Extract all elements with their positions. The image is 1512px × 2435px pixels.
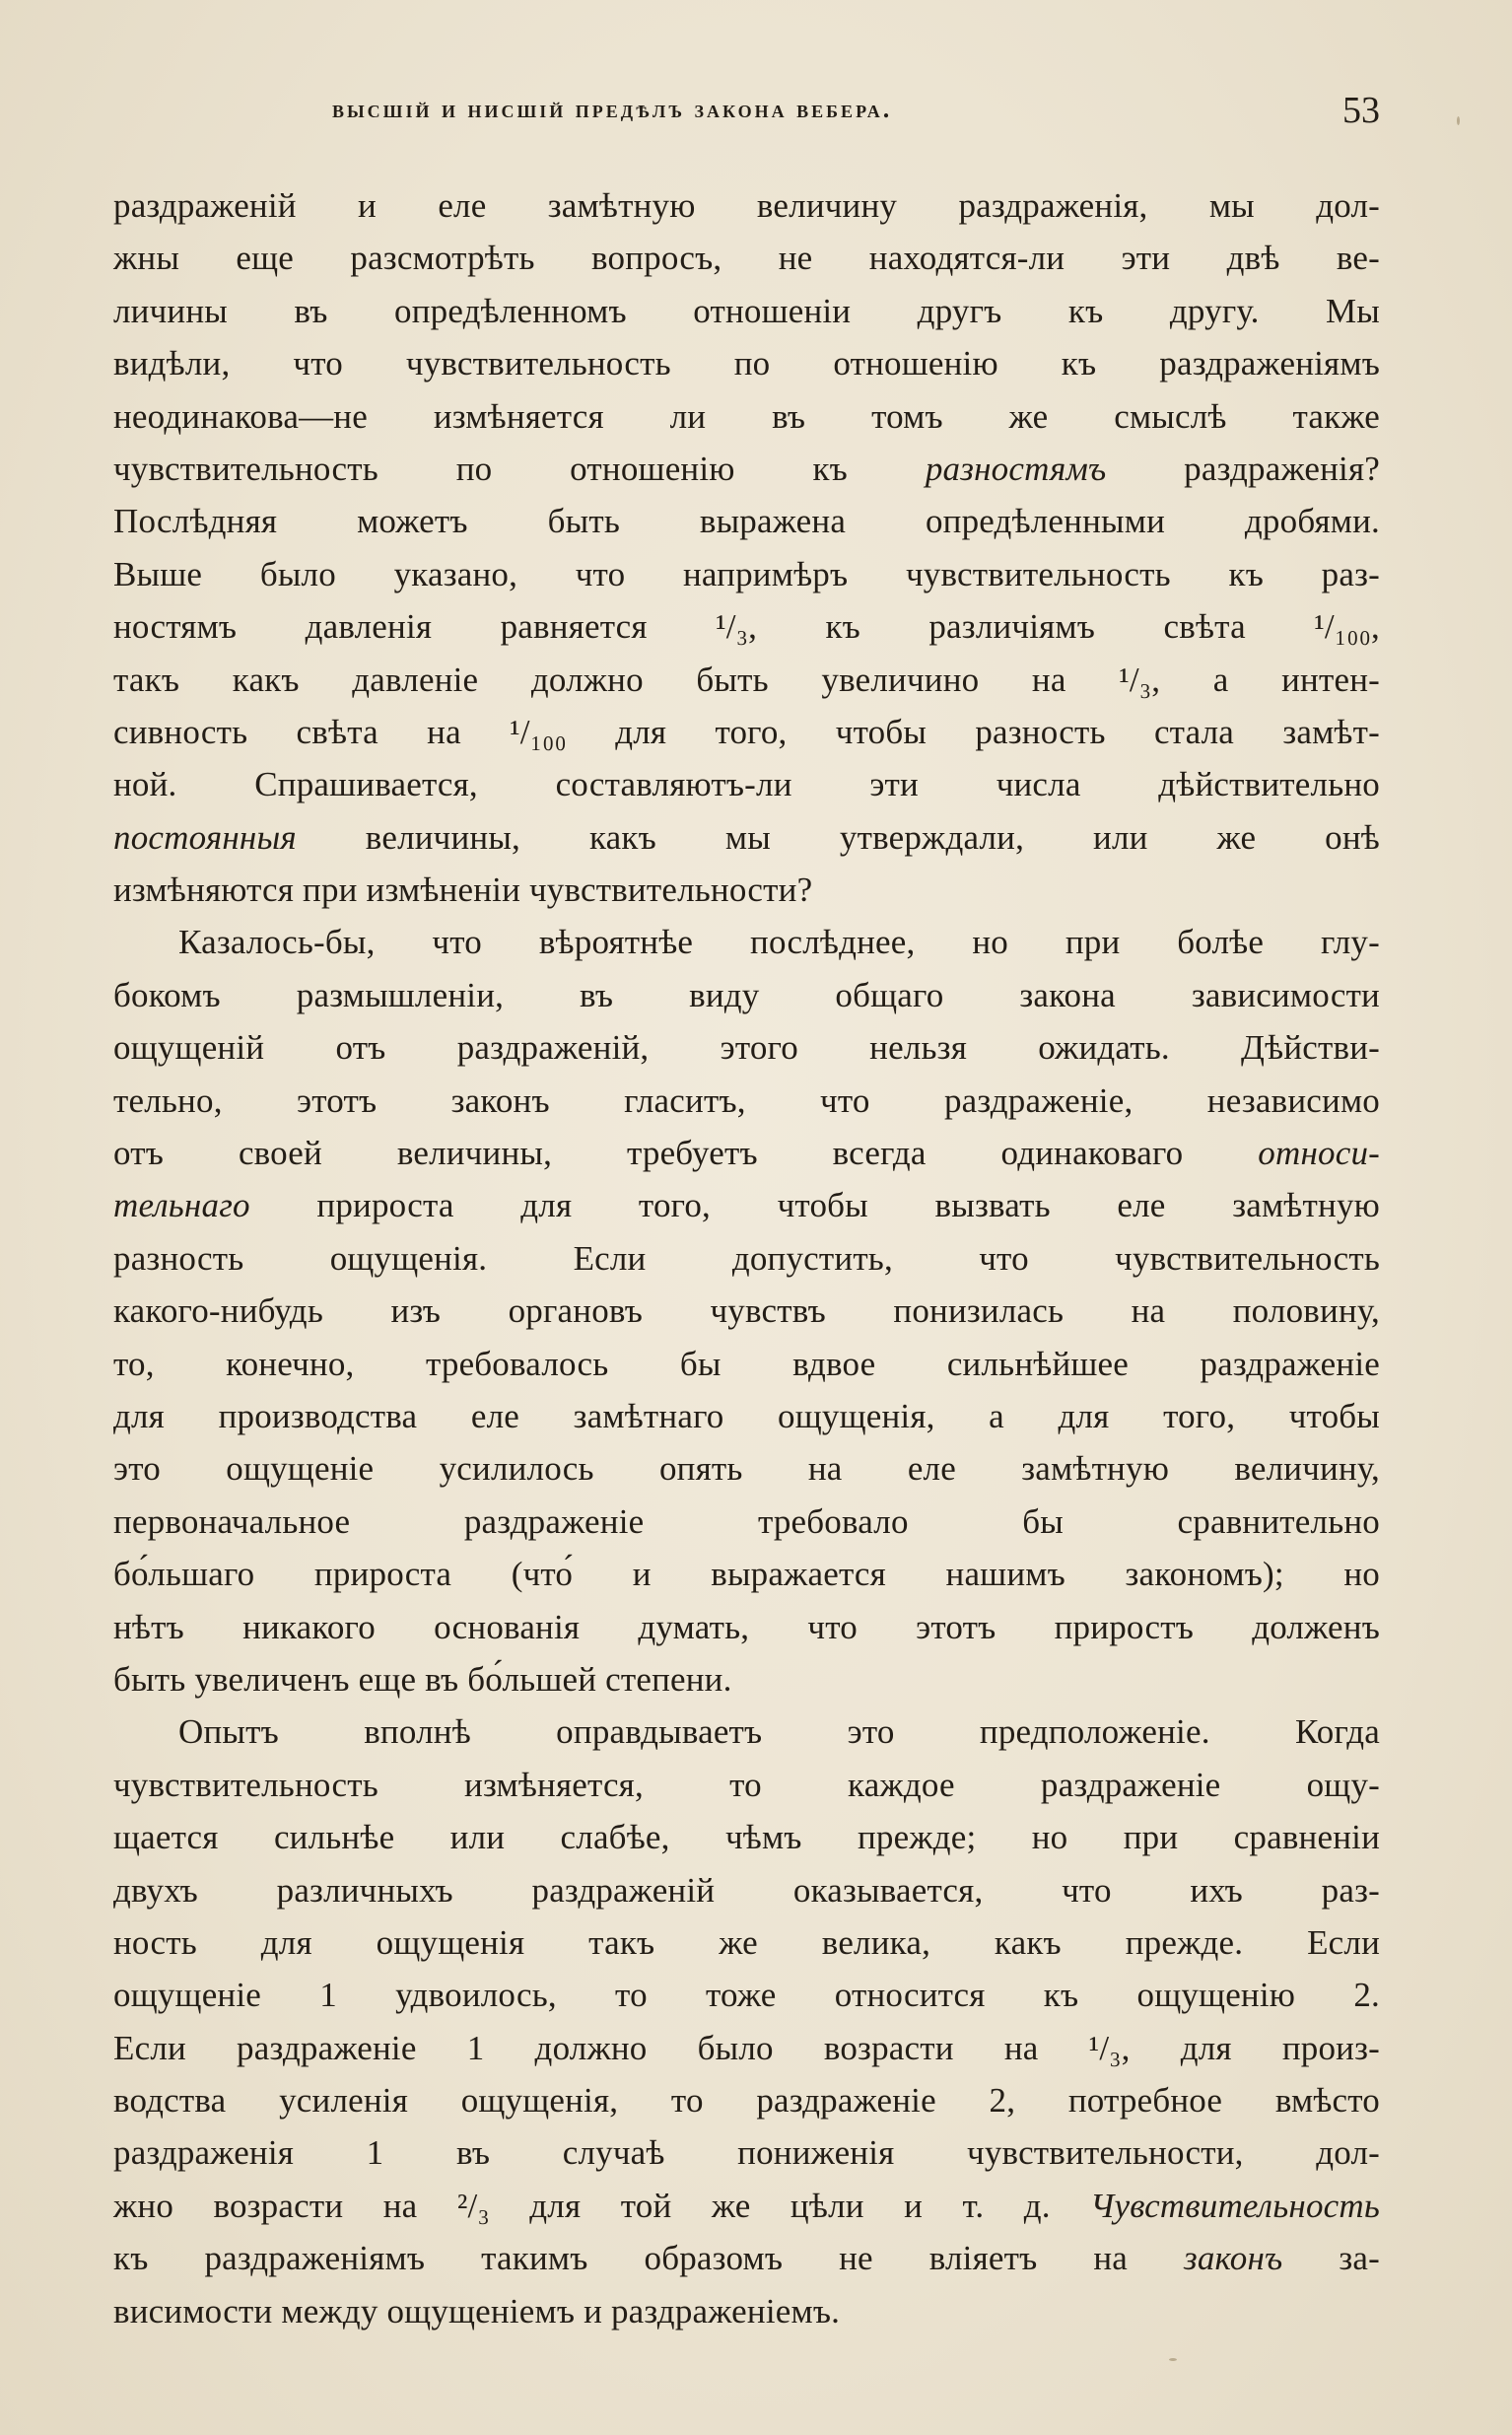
text-line (113, 969, 1380, 1021)
text-segment: разность ощущенія. Если допустить, что чувствительность (113, 1238, 1380, 1278)
text-segment: Выше было указано, что напримѣръ чувствительность къ раз- (113, 554, 1380, 593)
text-line (113, 1916, 1380, 1969)
text-line (113, 864, 1380, 916)
text-segment: ность для ощущенія такъ же велика, какъ прежде. Если (113, 1922, 1380, 1962)
text-line (113, 1601, 1380, 1653)
text-segment: измѣняются при измѣненіи чувствительности? (113, 870, 813, 910)
text-segment: видѣли, что чувствительность по отношенію къ раздраженіямъ (113, 344, 1380, 383)
paragraph (113, 1705, 1380, 2337)
text-segment: чувствительность измѣняется, то каждое раздраженіе ощу- (113, 1765, 1380, 1804)
text-segment: Казалось-бы, что вѣроятнѣе послѣднее, но при болѣе глу- (178, 923, 1380, 962)
text-segment: жно возрасти на ²/₃ для той же цѣли и т. д. (113, 2186, 1091, 2225)
text-line (113, 1811, 1380, 1863)
text-segment: двухъ различныхъ раздраженій оказывается, что ихъ раз- (113, 1870, 1380, 1910)
text-line (113, 337, 1380, 389)
running-title: высшій и нисшій предѣлъ закона вебера. (332, 95, 893, 123)
text-line (113, 1864, 1380, 1916)
text-line (113, 443, 1380, 495)
text-segment: величины, какъ мы утверждали, или же онѣ (296, 817, 1380, 857)
paragraph (113, 916, 1380, 1705)
text-line (113, 706, 1380, 758)
text-segment: личины въ опредѣленномъ отношеніи другъ къ другу. Мы (113, 291, 1380, 330)
text-line (113, 600, 1380, 653)
emphasized-text: разностямъ (925, 449, 1107, 488)
text-segment: Послѣдняя можетъ быть выражена опредѣленными дробями. (113, 502, 1380, 541)
text-segment: Если раздраженіе 1 должно было возрасти на ¹/₃, для произ- (113, 2028, 1380, 2067)
text-segment: раздраженія 1 въ случаѣ пониженія чувствительности, дол- (113, 2133, 1380, 2173)
body-text (113, 179, 1380, 2337)
text-line (113, 1127, 1380, 1179)
text-segment: то, конечно, требовалось бы вдвое сильнѣйшее раздраженіе (113, 1344, 1380, 1383)
text-line (113, 2285, 1380, 2337)
text-segment: Опытъ вполнѣ оправдываетъ это предположеніе. Когда (178, 1712, 1380, 1752)
emphasized-text: Чувствительность (1090, 2186, 1380, 2225)
text-segment: такъ какъ давленіе должно быть увеличино на ¹/₃, а интен- (113, 660, 1380, 699)
text-line (113, 1496, 1380, 1548)
text-line (113, 916, 1380, 968)
text-line (113, 811, 1380, 864)
text-segment: какого-нибудь изъ органовъ чувствъ понизилась на половину, (113, 1291, 1380, 1331)
text-segment: прироста для того, чтобы вызвать еле замѣтную (249, 1186, 1380, 1225)
emphasized-text: постоянныя (113, 817, 297, 857)
text-segment: ной. Спрашивается, составляютъ-ли эти числа дѣйствительно (113, 765, 1380, 804)
text-segment: за- (1282, 2239, 1380, 2278)
text-line (113, 548, 1380, 600)
text-segment: тельно, этотъ законъ гласитъ, что раздраженіе, независимо (113, 1080, 1380, 1120)
text-line (113, 232, 1380, 284)
text-segment: ностямъ давленія равняется ¹/₃, къ различіямъ свѣта ¹/₁₀₀, (113, 607, 1380, 647)
text-line (113, 2232, 1380, 2284)
text-line (113, 1179, 1380, 1231)
text-line (113, 285, 1380, 337)
text-line (113, 2074, 1380, 2126)
text-line (113, 1705, 1380, 1758)
text-line (113, 758, 1380, 810)
emphasized-text: относи- (1258, 1134, 1380, 1173)
text-line (113, 1075, 1380, 1127)
emphasized-text: тельнаго (113, 1186, 250, 1225)
text-segment: сивность свѣта на ¹/₁₀₀ для того, чтобы разность стала замѣт- (113, 712, 1380, 751)
text-line (113, 1548, 1380, 1600)
text-line (113, 2022, 1380, 2074)
text-segment: чувствительность по отношенію къ (113, 449, 926, 488)
text-segment: бо́льшаго прироста (что́ и выражается нашимъ закономъ); но (113, 1555, 1380, 1594)
text-segment: ощущеній отъ раздраженій, этого нельзя ожидать. Дѣйстви- (113, 1028, 1380, 1068)
page-number: 53 (1342, 90, 1380, 131)
text-line (113, 1759, 1380, 1811)
text-segment: раздраженія? (1106, 449, 1380, 488)
text-segment: первоначальное раздраженіе требовало бы сравнительно (113, 1501, 1380, 1541)
text-segment: водства усиленія ощущенія, то раздраженіе 2, потребное вмѣсто (113, 2081, 1380, 2121)
page-header (113, 89, 1380, 138)
text-line (113, 179, 1380, 232)
text-segment: отъ своей величины, требуетъ всегда одинаковаго (113, 1134, 1259, 1173)
text-line (113, 1338, 1380, 1390)
text-line (113, 1390, 1380, 1442)
text-line (113, 495, 1380, 547)
text-line (113, 1021, 1380, 1074)
text-segment: бокомъ размышленіи, въ виду общаго закона зависимости (113, 975, 1380, 1014)
paper-speck (1457, 116, 1460, 125)
text-segment: быть увеличенъ еще въ бо́льшей степени. (113, 1659, 732, 1699)
text-line (113, 1232, 1380, 1285)
text-line (113, 2126, 1380, 2179)
text-segment: къ раздраженіямъ такимъ образомъ не вліяетъ на (113, 2239, 1184, 2278)
text-segment: это ощущеніе усилилось опять на еле замѣтную величину, (113, 1449, 1380, 1489)
text-segment: для производства еле замѣтнаго ощущенія, а для того, чтобы (113, 1396, 1380, 1435)
text-line (113, 390, 1380, 443)
paragraph (113, 179, 1380, 916)
text-line (113, 654, 1380, 706)
text-segment: неодинакова—не измѣняется ли въ томъ же смыслѣ также (113, 396, 1380, 436)
emphasized-text: законъ (1183, 2239, 1283, 2278)
text-line (113, 1285, 1380, 1337)
text-segment: жны еще разсмотрѣть вопросъ, не находятся-ли эти двѣ ве- (113, 239, 1380, 278)
text-segment: нѣтъ никакого основанія думать, что этотъ приростъ долженъ (113, 1607, 1380, 1646)
text-line (113, 1442, 1380, 1495)
text-segment: висимости между ощущеніемъ и раздраженіемъ. (113, 2291, 841, 2331)
text-segment: раздраженій и еле замѣтную величину раздраженія, мы дол- (113, 186, 1380, 225)
text-segment: щается сильнѣе или слабѣе, чѣмъ прежде; но при сравненіи (113, 1818, 1380, 1857)
text-line (113, 1969, 1380, 2021)
paper-speck (1169, 2358, 1177, 2361)
text-line (113, 2180, 1380, 2232)
text-segment: ощущеніе 1 удвоилось, то тоже относится къ ощущенію 2. (113, 1976, 1380, 2015)
text-line (113, 1653, 1380, 1705)
